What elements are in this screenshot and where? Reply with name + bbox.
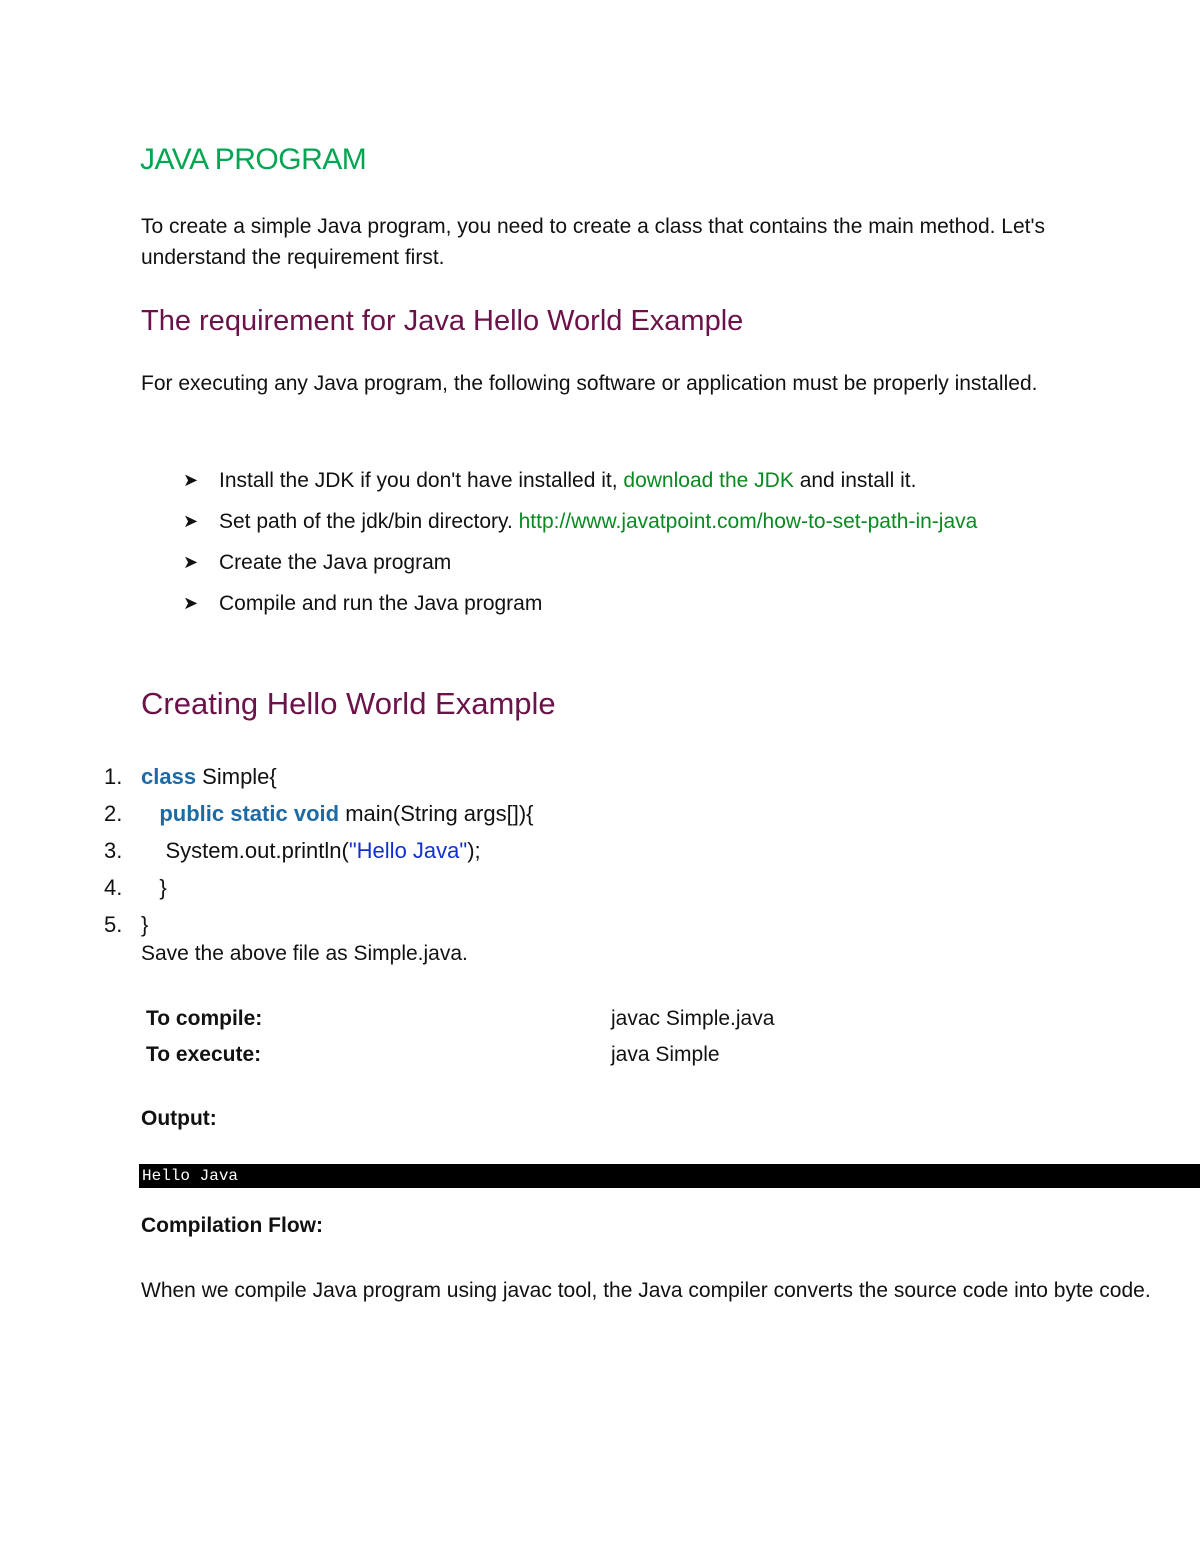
code-line: 1. class Simple{ bbox=[104, 764, 277, 789]
arrow-bullet-icon: ➤ bbox=[183, 593, 199, 613]
code-line: 5. } bbox=[104, 912, 149, 937]
console-output: Hello Java bbox=[139, 1164, 1200, 1188]
intro-paragraph: To create a simple Java program, you need to create a class that contains the main method. Let's understand the requirement first. bbox=[141, 215, 1045, 269]
code-line: 2. public static void main(String args[]){ bbox=[104, 801, 534, 826]
requirement-heading: The requirement for Java Hello World Example bbox=[141, 305, 744, 337]
list-item: ➤ Create the Java program bbox=[183, 544, 1083, 581]
execute-label: To execute: bbox=[146, 1043, 262, 1066]
list-item: ➤ Compile and run the Java program bbox=[183, 585, 1083, 622]
requirement-paragraph: For executing any Java program, the following software or application must be properly installed. bbox=[141, 372, 1038, 395]
code-line: 4. } bbox=[104, 875, 167, 900]
requirement-list bbox=[183, 462, 1083, 626]
output-label: Output: bbox=[141, 1107, 217, 1130]
hello-world-heading: Creating Hello World Example bbox=[141, 686, 556, 721]
compilation-flow-paragraph: When we compile Java program using javac tool, the Java compiler converts the source code into byte code. bbox=[141, 1279, 1151, 1302]
arrow-bullet-icon: ➤ bbox=[183, 511, 199, 531]
code-line: 3. System.out.println("Hello Java"); bbox=[104, 838, 481, 863]
list-item: ➤ Set path of the jdk/bin directory. http://www.javatpoint.com/how-to-set-path-in-java bbox=[183, 503, 1083, 540]
arrow-bullet-icon: ➤ bbox=[183, 470, 199, 490]
download-jdk-link[interactable]: download the JDK bbox=[623, 469, 794, 492]
save-instruction: Save the above file as Simple.java. bbox=[141, 942, 468, 965]
compilation-flow-label: Compilation Flow: bbox=[141, 1214, 323, 1237]
compile-command: javac Simple.java bbox=[611, 1007, 775, 1030]
compile-label: To compile: bbox=[146, 1007, 263, 1030]
set-path-link[interactable]: http://www.javatpoint.com/how-to-set-path-in-java bbox=[518, 510, 978, 533]
arrow-bullet-icon: ➤ bbox=[183, 552, 199, 572]
page-title: JAVA PROGRAM bbox=[140, 143, 367, 176]
execute-command: java Simple bbox=[611, 1043, 720, 1066]
code-listing bbox=[104, 758, 534, 943]
list-item: ➤ Install the JDK if you don't have installed it, download the JDK and install it. bbox=[183, 462, 1083, 499]
